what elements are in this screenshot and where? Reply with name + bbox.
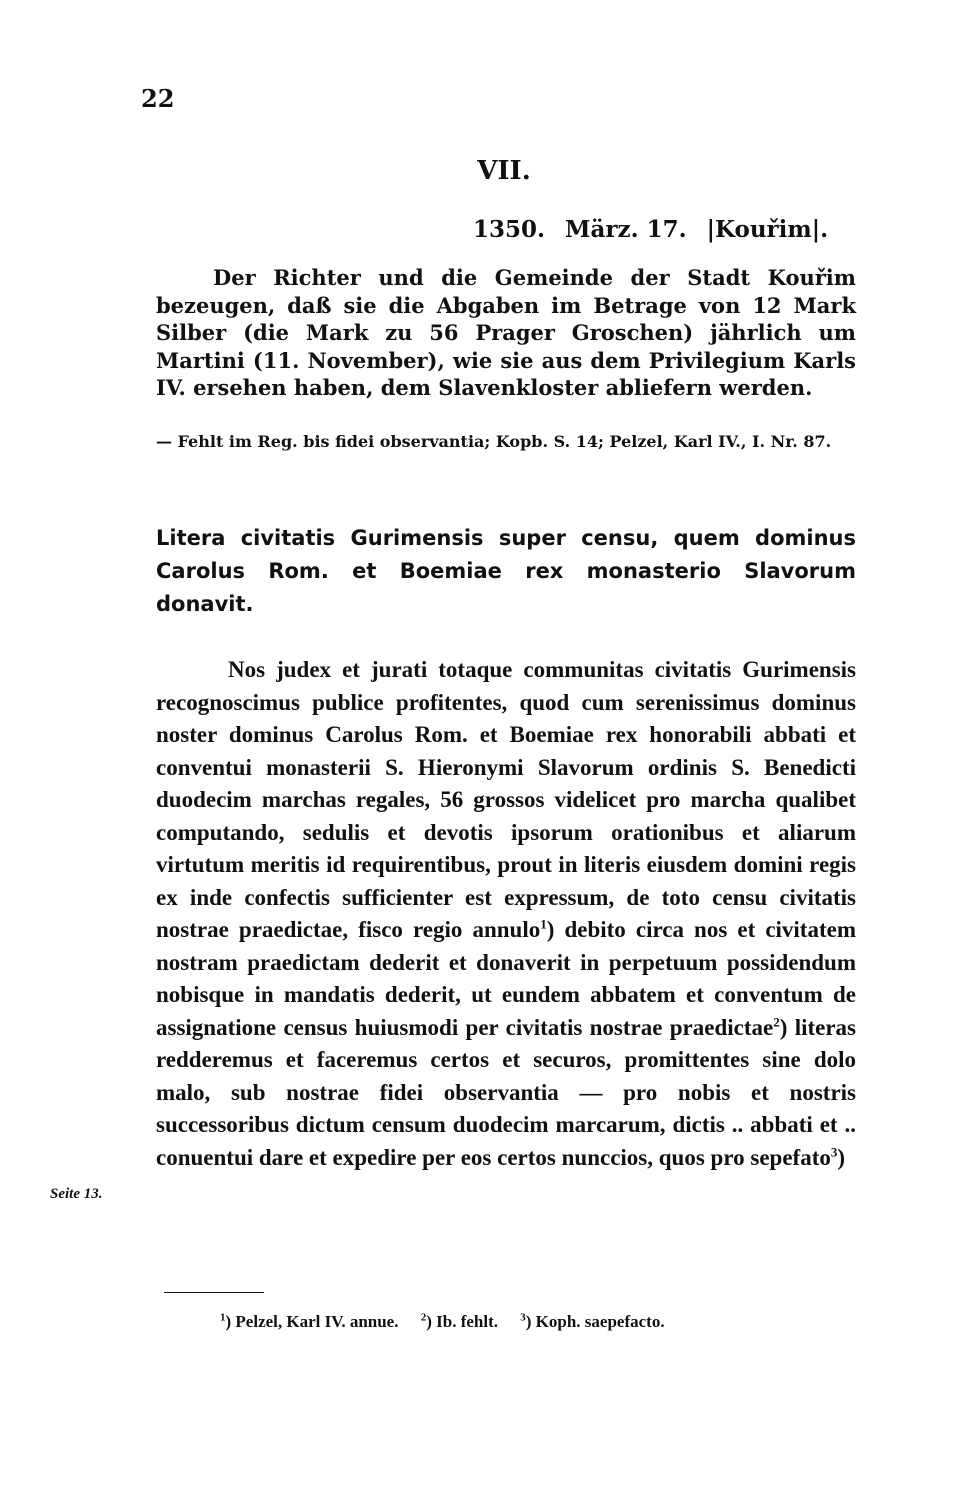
page-number: 22 xyxy=(141,84,175,113)
footnote-ref-1: 1 xyxy=(540,916,547,932)
footnote-ref-2: 2 xyxy=(773,1013,780,1029)
charter-text-part-4: ) xyxy=(837,1144,846,1170)
dateline-place: |Kouřim|. xyxy=(706,216,829,243)
charter-text xyxy=(156,654,856,1174)
dateline xyxy=(473,216,840,243)
charter-text-part-1: Nos judex et jurati totaque communitas civitatis Gurimensis recognoscimus publice profitentes, quod cum serenissimus dominus noster dominus Carolus Rom. et Boemiae rex honorabili abbati et conventui monasterii S. Hieronymi Slavorum ordinis S. Benedicti duodecim marchas regales, 56 grossos videlicet pro marcha qualibet computando, sedulis et devotis ipsorum orationibus et aliarum virtutum meritis id requirentibus, prout in literis eiusdem domini regis ex inde confectis sufficienter est expressum, de toto censu civitatis nostrae praedictae, fisco regio annulo xyxy=(156,657,856,942)
footnote xyxy=(520,1312,664,1331)
regest-summary: Der Richter und die Gemeinde der Stadt Kouřim bezeugen, daß sie die Abgaben im Betrage von 12 Mark Silber (die Mark zu 56 Prager Groschen) jährlich um Martini (11. November), wie sie aus dem Privilegium Karls IV. ersehen haben, dem Slavenkloster abliefern werden. xyxy=(156,265,856,400)
document-title: Litera civitatis Gurimensis super censu, quem dominus Carolus Rom. et Boemiae rex monasterio Slavorum donavit. xyxy=(156,526,856,616)
charter-text-part-3: ) literas redderemus et faceremus certos et securos, promittentes sine dolo malo, sub nostrae fidei observantia — pro nobis et nostris successoribus dictum censum duodecim marcarum, dictis .. abbati et .. conuentui dare et expedire per eos certos nunccios, quos pro sepefato xyxy=(156,1014,856,1170)
dateline-date: März. 17. xyxy=(565,216,687,243)
footnote-mark: 3 xyxy=(520,1311,526,1323)
footnote-divider xyxy=(164,1292,264,1293)
footnotes xyxy=(220,1311,683,1332)
footnote-text: ) Pelzel, Karl IV. annue. xyxy=(225,1311,399,1331)
footnote-mark: 1 xyxy=(220,1311,226,1323)
footnote-text: ) Ib. fehlt. xyxy=(426,1311,499,1331)
charter-text-part-2: ) debito circa nos et civitatem nostram praedictam dederit et donaverit in perpetuum possidendum nobisque in mandatis dederit, ut eundem abbatem et conventum de assignatione census huiusmodi per civitatis nostrae praedictae xyxy=(156,917,856,1040)
footnote xyxy=(421,1312,498,1331)
footnote-text: ) Koph. saepefacto. xyxy=(525,1311,665,1331)
dateline-year: 1350. xyxy=(473,216,546,243)
footnote-ref-3: 3 xyxy=(830,1143,838,1159)
footnote xyxy=(220,1312,398,1331)
footnote-mark: 2 xyxy=(420,1311,427,1323)
margin-page-reference: Seite 13. xyxy=(50,1186,103,1202)
regest-source-note: — Fehlt im Reg. bis fidei observantia; Kopb. S. 14; Pelzel, Karl IV., I. Nr. 87. xyxy=(156,432,832,451)
section-number: VII. xyxy=(477,156,531,186)
